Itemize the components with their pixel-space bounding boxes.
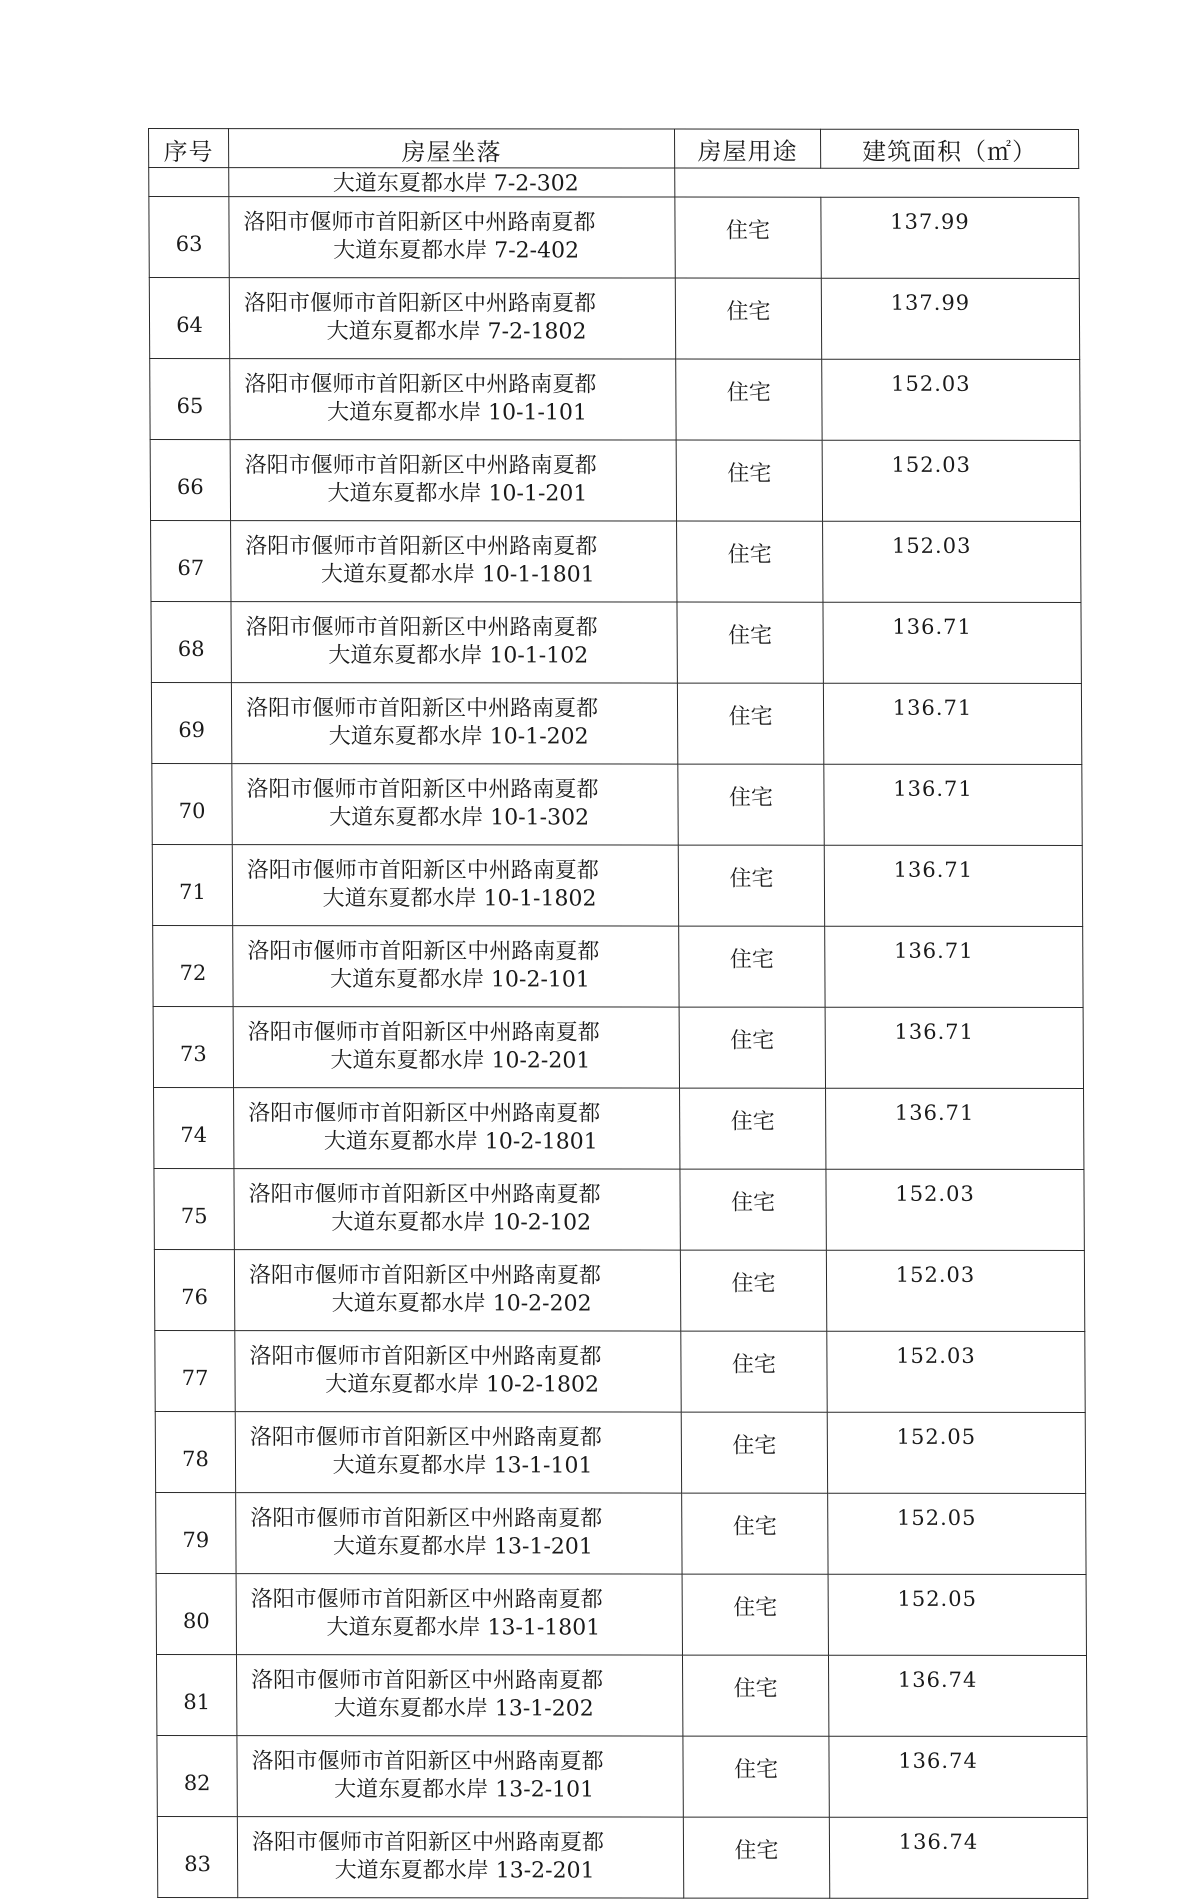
table-row bbox=[154, 1088, 1084, 1170]
address-line-1: 洛阳市偃师市首阳新区中州路南夏都 bbox=[246, 777, 599, 803]
address-line-2: 大道东夏都水岸 13-1-201 bbox=[332, 1534, 593, 1560]
serial-number-cell: 74 bbox=[154, 1088, 234, 1169]
address-line-2: 大道东夏都水岸 10-2-202 bbox=[331, 1291, 592, 1317]
property-use-cell: 住宅 bbox=[680, 1250, 826, 1331]
continuation-no-cell bbox=[149, 168, 229, 197]
address-line-1: 洛阳市偃师市首阳新区中州路南夏都 bbox=[249, 1344, 602, 1370]
building-area-cell: 152.03 bbox=[823, 521, 1081, 602]
address-line-1: 洛阳市偃师市首阳新区中州路南夏都 bbox=[245, 696, 599, 722]
serial-number-cell: 67 bbox=[151, 521, 231, 602]
table-row bbox=[157, 1736, 1087, 1818]
address-line-2: 大道东夏都水岸 10-1-1801 bbox=[320, 562, 595, 588]
address-cell bbox=[235, 1412, 681, 1493]
address-line-1: 洛阳市偃师市首阳新区中州路南夏都 bbox=[251, 1830, 605, 1856]
address-line-1: 洛阳市偃师市首阳新区中州路南夏都 bbox=[243, 291, 596, 317]
address-cell bbox=[229, 278, 675, 359]
serial-number-cell: 65 bbox=[150, 359, 230, 440]
address-cell bbox=[233, 926, 679, 1007]
building-area-cell: 136.71 bbox=[823, 683, 1081, 764]
address-line-2: 大道东夏都水岸 13-2-201 bbox=[334, 1858, 595, 1884]
address-line-1: 洛阳市偃师市首阳新区中州路南夏都 bbox=[251, 1749, 604, 1775]
building-area-cell: 136.71 bbox=[825, 926, 1083, 1007]
address-cell bbox=[230, 359, 676, 440]
address-line-2: 大道东夏都水岸 10-1-101 bbox=[326, 400, 587, 426]
continuation-address-cell: 大道东夏都水岸 7-2-302 bbox=[229, 168, 675, 197]
address-line-2: 大道东夏都水岸 10-2-1802 bbox=[325, 1372, 600, 1398]
address-cell bbox=[232, 845, 678, 926]
table-row bbox=[151, 683, 1081, 765]
building-area-cell: 136.71 bbox=[826, 1088, 1084, 1169]
property-use-cell: 住宅 bbox=[681, 1331, 827, 1412]
building-area-cell: 152.05 bbox=[827, 1412, 1085, 1493]
table-row bbox=[151, 521, 1081, 603]
address-line-1: 洛阳市偃师市首阳新区中州路南夏都 bbox=[248, 1182, 601, 1208]
table-row bbox=[155, 1331, 1085, 1413]
property-use-cell: 住宅 bbox=[679, 1007, 825, 1088]
serial-number-cell: 82 bbox=[157, 1736, 237, 1817]
property-use-cell: 住宅 bbox=[677, 683, 823, 764]
property-use-cell: 住宅 bbox=[675, 278, 821, 359]
property-use-cell: 住宅 bbox=[676, 440, 822, 521]
serial-number-cell: 70 bbox=[152, 764, 232, 845]
address-cell bbox=[233, 1007, 679, 1088]
table-row bbox=[150, 359, 1080, 441]
address-line-2: 大道东夏都水岸 13-1-1801 bbox=[326, 1615, 601, 1641]
address-cell bbox=[231, 521, 677, 602]
serial-number-cell: 71 bbox=[152, 845, 232, 926]
serial-number-cell: 78 bbox=[155, 1412, 235, 1493]
building-area-cell: 136.74 bbox=[828, 1655, 1086, 1736]
address-line-1: 洛阳市偃师市首阳新区中州路南夏都 bbox=[245, 534, 598, 560]
header-serial-number: 序号 bbox=[149, 129, 229, 168]
building-area-cell: 152.05 bbox=[828, 1574, 1086, 1655]
address-line-2: 大道东夏都水岸 10-2-102 bbox=[331, 1210, 592, 1236]
building-area-cell: 152.03 bbox=[827, 1331, 1085, 1412]
address-line-1: 洛阳市偃师市首阳新区中州路南夏都 bbox=[247, 939, 600, 965]
header-building-area: 建筑面积（㎡） bbox=[820, 129, 1078, 168]
property-use-cell: 住宅 bbox=[676, 359, 822, 440]
address-line-1: 洛阳市偃师市首阳新区中州路南夏都 bbox=[249, 1425, 602, 1451]
serial-number-cell: 69 bbox=[151, 683, 231, 764]
table-row bbox=[152, 845, 1082, 927]
address-cell bbox=[234, 1250, 680, 1331]
property-use-cell: 住宅 bbox=[683, 1817, 829, 1898]
table-row bbox=[149, 278, 1079, 360]
property-use-cell: 住宅 bbox=[677, 602, 823, 683]
header-property-address: 房屋坐落 bbox=[229, 129, 675, 168]
address-cell bbox=[237, 1817, 683, 1898]
table-row bbox=[154, 1250, 1084, 1332]
serial-number-cell: 77 bbox=[155, 1331, 235, 1412]
address-line-2: 大道东夏都水岸 10-1-1802 bbox=[322, 886, 597, 912]
building-area-cell: 152.03 bbox=[822, 440, 1080, 521]
property-use-cell: 住宅 bbox=[683, 1736, 829, 1817]
address-cell bbox=[237, 1736, 683, 1817]
address-line-1: 洛阳市偃师市首阳新区中州路南夏都 bbox=[248, 1263, 602, 1289]
serial-number-cell: 66 bbox=[150, 440, 230, 521]
address-cell bbox=[234, 1169, 680, 1250]
address-line-1: 洛阳市偃师市首阳新区中州路南夏都 bbox=[246, 858, 599, 884]
table-row bbox=[151, 602, 1081, 684]
header-property-use: 房屋用途 bbox=[674, 129, 820, 168]
address-line-2: 大道东夏都水岸 7-2-402 bbox=[333, 238, 580, 264]
property-table bbox=[148, 128, 1088, 1899]
property-use-cell: 住宅 bbox=[675, 197, 821, 278]
property-use-cell: 住宅 bbox=[678, 764, 824, 845]
serial-number-cell: 83 bbox=[157, 1817, 237, 1898]
address-line-2: 大道东夏都水岸 13-2-101 bbox=[334, 1777, 595, 1803]
serial-number-cell: 80 bbox=[156, 1574, 236, 1655]
building-area-cell: 152.03 bbox=[826, 1169, 1084, 1250]
building-area-cell: 136.71 bbox=[824, 764, 1082, 845]
table-row bbox=[156, 1655, 1086, 1737]
property-use-cell: 住宅 bbox=[677, 521, 823, 602]
address-line-2: 大道东夏都水岸 10-1-102 bbox=[328, 643, 589, 669]
property-use-cell: 住宅 bbox=[680, 1169, 826, 1250]
building-area-cell: 137.99 bbox=[821, 278, 1079, 359]
address-line-1: 洛阳市偃师市首阳新区中州路南夏都 bbox=[243, 210, 596, 236]
serial-number-cell: 81 bbox=[156, 1655, 236, 1736]
address-line-2: 大道东夏都水岸 10-2-101 bbox=[329, 967, 590, 993]
building-area-cell: 152.05 bbox=[828, 1493, 1086, 1574]
table-header-row bbox=[149, 129, 1079, 169]
table-row bbox=[149, 197, 1079, 279]
table-row bbox=[156, 1574, 1086, 1656]
address-cell bbox=[234, 1088, 680, 1169]
table-row bbox=[153, 1007, 1083, 1089]
property-table-wrapper bbox=[148, 128, 1087, 1899]
table-row bbox=[152, 764, 1082, 846]
address-line-2: 大道东夏都水岸 10-2-1801 bbox=[323, 1129, 598, 1155]
table-row bbox=[156, 1493, 1086, 1575]
address-cell bbox=[235, 1331, 681, 1412]
table-row bbox=[155, 1412, 1085, 1494]
address-line-1: 洛阳市偃师市首阳新区中州路南夏都 bbox=[244, 453, 597, 479]
address-line-1: 洛阳市偃师市首阳新区中州路南夏都 bbox=[245, 615, 598, 641]
table-row bbox=[153, 926, 1083, 1008]
property-use-cell: 住宅 bbox=[682, 1493, 828, 1574]
serial-number-cell: 79 bbox=[156, 1493, 236, 1574]
address-line-2: 大道东夏都水岸 7-2-1802 bbox=[326, 319, 587, 345]
serial-number-cell: 63 bbox=[149, 197, 229, 278]
address-cell bbox=[231, 683, 677, 764]
building-area-cell: 137.99 bbox=[821, 197, 1079, 278]
address-cell bbox=[236, 1574, 682, 1655]
building-area-cell: 136.71 bbox=[825, 1007, 1083, 1088]
address-cell bbox=[230, 440, 676, 521]
continuation-row bbox=[149, 168, 1079, 198]
address-cell bbox=[236, 1655, 682, 1736]
address-cell bbox=[229, 197, 675, 278]
serial-number-cell: 72 bbox=[153, 926, 233, 1007]
serial-number-cell: 73 bbox=[153, 1007, 233, 1088]
serial-number-cell: 75 bbox=[154, 1169, 234, 1250]
property-use-cell: 住宅 bbox=[679, 926, 825, 1007]
address-line-1: 洛阳市偃师市首阳新区中州路南夏都 bbox=[244, 372, 597, 398]
property-use-cell: 住宅 bbox=[680, 1088, 826, 1169]
address-cell bbox=[236, 1493, 682, 1574]
serial-number-cell: 68 bbox=[151, 602, 231, 683]
address-line-2: 大道东夏都水岸 13-1-101 bbox=[332, 1453, 593, 1479]
address-line-1: 洛阳市偃师市首阳新区中州路南夏都 bbox=[250, 1587, 603, 1613]
address-line-1: 洛阳市偃师市首阳新区中州路南夏都 bbox=[247, 1020, 600, 1046]
address-line-1: 洛阳市偃师市首阳新区中州路南夏都 bbox=[248, 1101, 601, 1127]
building-area-cell: 136.74 bbox=[829, 1736, 1087, 1817]
property-use-cell: 住宅 bbox=[678, 845, 824, 926]
address-line-2: 大道东夏都水岸 13-1-202 bbox=[333, 1696, 594, 1722]
address-line-1: 洛阳市偃师市首阳新区中州路南夏都 bbox=[250, 1506, 603, 1532]
property-use-cell: 住宅 bbox=[682, 1574, 828, 1655]
serial-number-cell: 64 bbox=[149, 278, 229, 359]
building-area-cell: 152.03 bbox=[826, 1250, 1084, 1331]
address-line-2: 大道东夏都水岸 10-1-201 bbox=[327, 481, 588, 507]
table-row bbox=[154, 1169, 1084, 1251]
address-cell bbox=[231, 602, 677, 683]
address-line-1: 洛阳市偃师市首阳新区中州路南夏都 bbox=[251, 1668, 604, 1694]
serial-number-cell: 76 bbox=[154, 1250, 234, 1331]
address-line-2: 大道东夏都水岸 10-2-201 bbox=[330, 1048, 591, 1074]
building-area-cell: 136.74 bbox=[829, 1817, 1087, 1898]
table-row bbox=[150, 440, 1080, 522]
table-row bbox=[157, 1817, 1087, 1899]
building-area-cell: 136.71 bbox=[824, 845, 1082, 926]
property-use-cell: 住宅 bbox=[682, 1655, 828, 1736]
building-area-cell: 136.71 bbox=[823, 602, 1081, 683]
address-line-2: 大道东夏都水岸 10-1-302 bbox=[329, 805, 590, 831]
address-cell bbox=[232, 764, 678, 845]
address-line-2: 大道东夏都水岸 10-1-202 bbox=[328, 724, 589, 750]
building-area-cell: 152.03 bbox=[822, 359, 1080, 440]
property-use-cell: 住宅 bbox=[681, 1412, 827, 1493]
